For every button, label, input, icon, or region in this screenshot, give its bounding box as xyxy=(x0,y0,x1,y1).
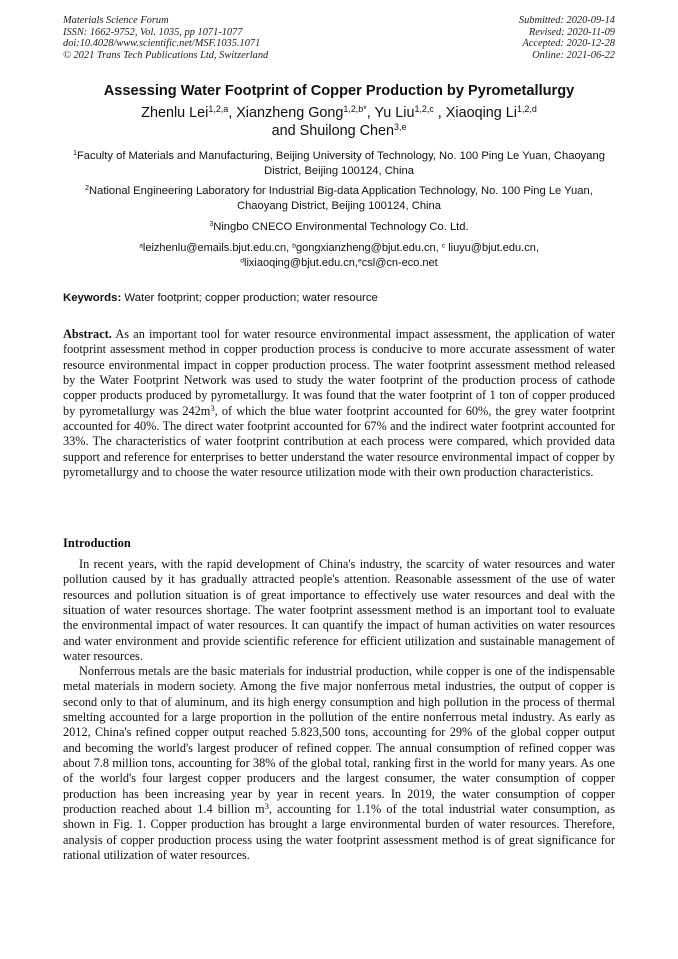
author-name: Zhenlu Lei xyxy=(141,105,209,121)
email-link[interactable]: lixiaoqing@bjut.edu.cn, xyxy=(244,257,358,270)
email-mark: e xyxy=(357,257,362,265)
affiliation-3 xyxy=(63,220,615,235)
affiliation-1 xyxy=(63,149,615,180)
email-link[interactable]: csl@cn-eco.net xyxy=(361,257,438,270)
author-affiliation-mark: 3,e xyxy=(394,121,407,132)
author-separator: , xyxy=(228,105,237,121)
abstract-text: , of which the blue water footprint accounted for 60%, the grey water footprint accounted for 40%. The direct water footprint accounted for 67% and the indirect water footprint accounted for 33%. The characteristics of water footprint contribution at each process were compared, which provided data support and reference for enterprises to better understand the water resource environmental impact of copper by pyrometallurgy and to choose the water resource utilization mode with their own production characteristics. xyxy=(63,403,615,480)
affiliation-text: National Engineering Laboratory for Industrial Big-data Application Technology, No. 100 Ping Le Yuan, Chaoyang District, Beijing 100124, China xyxy=(89,185,593,213)
journal-info xyxy=(63,15,268,61)
submitted-date: Submitted: 2020-09-14 xyxy=(518,15,615,26)
abstract xyxy=(63,327,615,480)
email-mark: a xyxy=(139,242,143,250)
author-list xyxy=(40,105,638,140)
affiliation-mark: 2 xyxy=(85,185,90,193)
author-name: Xianzheng Gong xyxy=(236,105,344,121)
abstract-label: Abstract. xyxy=(63,327,112,341)
keywords-label: Keywords: xyxy=(63,292,122,304)
email-mark: c xyxy=(441,242,446,250)
copyright-line: © 2021 Trans Tech Publications Ltd, Switzerland xyxy=(63,49,269,61)
email-mark: b xyxy=(292,242,297,250)
author-affiliation-mark: 1,2,b* xyxy=(343,104,367,115)
paper-title: Assessing Water Footprint of Copper Production by Pyrometallurgy xyxy=(103,83,575,99)
author-name: Shuilong Chen xyxy=(299,122,395,139)
doi-line: doi:10.4028/www.scientific.net/MSF.1035.1071 xyxy=(63,38,261,50)
intro-paragraph-1: In recent years, with the rapid development of China's industry, the scarcity of water resources and water pollution caused by it has gradually attracted people's attention. Reasonable assessment of the use of water resources and pollution situation is of great importance to effectively use water resources and deal with the situation of water resources shortage. The water footprint assessment method is an important tool to evaluate the environmental impact of water resources. It can quantify the impact of human activities on water resources and water environment and provide scientific reference for efficient utilization and sustainable management of water resources. xyxy=(63,557,615,664)
intro-paragraph-2 xyxy=(63,664,615,863)
author-conjunction: and xyxy=(271,122,300,139)
online-date: Online: 2021-06-22 xyxy=(532,49,615,61)
issn-line: ISSN: 1662-9752, Vol. 1035, pp 1071-1077 xyxy=(63,26,243,38)
abstract-text: As an important tool for water resource environmental impact assessment, the application of water footprint assessment method in copper production process is conducive to more accurate assessment of water resource environmental impact in copper production process. The water footprint assessment method released by the Water Footprint Network was used to study the water footprint of the production process of cathode copper products produced by pyrometallurgy. It was found that the water footprint of 1 ton of copper produced by pyrometallurgy was 242m xyxy=(63,327,615,418)
affiliation-2 xyxy=(63,184,615,215)
author-affiliation-mark: 1,2,a xyxy=(208,104,229,115)
accepted-date: Accepted: 2020-12-28 xyxy=(522,38,615,50)
affiliation-text: Faculty of Materials and Manufacturing, Beijing University of Technology, No. 100 Ping Le Yuan, Chaoyang District, Beijing 100124, China xyxy=(76,150,605,178)
keywords-text: Water footprint; copper production; water resource xyxy=(121,292,378,304)
unit-superscript: 3 xyxy=(210,402,215,413)
author-affiliation-mark: 1,2,d xyxy=(517,104,537,115)
revised-date: Revised: 2020-11-09 xyxy=(528,26,615,38)
affiliation-mark: 3 xyxy=(209,221,214,229)
email-link[interactable]: liuyu@bjut.edu.cn, xyxy=(445,242,539,254)
email-link[interactable]: leizhenlu@emails.bjut.edu.cn, xyxy=(142,242,293,254)
email-mark: d xyxy=(240,257,245,265)
author-name: Yu Liu xyxy=(374,105,415,121)
affiliation-mark: 1 xyxy=(73,150,77,158)
submission-dates xyxy=(519,15,615,61)
unit-superscript: 3 xyxy=(264,801,269,812)
author-name: Xiaoqing Li xyxy=(445,105,517,121)
paragraph-text: Nonferrous metals are the basic materials for industrial production, while copper is one of the indispensable metal materials in modern society. Among the five major nonferrous metal industries, the output of copper is second only to that of aluminum, and its high energy consumption and high pollution in the process of thermal smelting accounted for a large proportion in the pollution of the entire nonferrous metal industry. As early as 2012, China's refined copper output reached 5.823,500 tons, accounting for 29% of the global copper output and becoming the world's largest producer of refined copper. The annual consumption of refined copper was about 7.8 million tons, accounting for 38% of the global total, ranking first in the world for many years. As one of the world's four largest copper producers and the largest consumer, the water consumption of copper production has been increasing year by year in recent years. In 2019, the water consumption of copper production reached about 1.4 billion m xyxy=(63,664,615,817)
section-heading: Introduction xyxy=(63,536,131,550)
author-emails xyxy=(63,241,615,272)
author-separator: , xyxy=(433,105,446,121)
email-link[interactable]: gongxianzheng@bjut.edu.cn, xyxy=(296,242,442,254)
affiliation-text: Ningbo CNECO Environmental Technology Co. Ltd. xyxy=(213,221,469,233)
author-affiliation-mark: 1,2,c xyxy=(414,104,434,115)
author-separator: , xyxy=(366,105,375,121)
paragraph-text: , accounting for 1.1% of the total industrial water consumption, as shown in Fig. 1. Copper production has brought a large environmental burden of water resources. Therefore, analysis of copper production process using the water footprint assessment method is of great significance for rational utilization of water resources. xyxy=(63,802,615,863)
keywords xyxy=(63,291,615,305)
journal-name: Materials Science Forum xyxy=(63,15,169,26)
